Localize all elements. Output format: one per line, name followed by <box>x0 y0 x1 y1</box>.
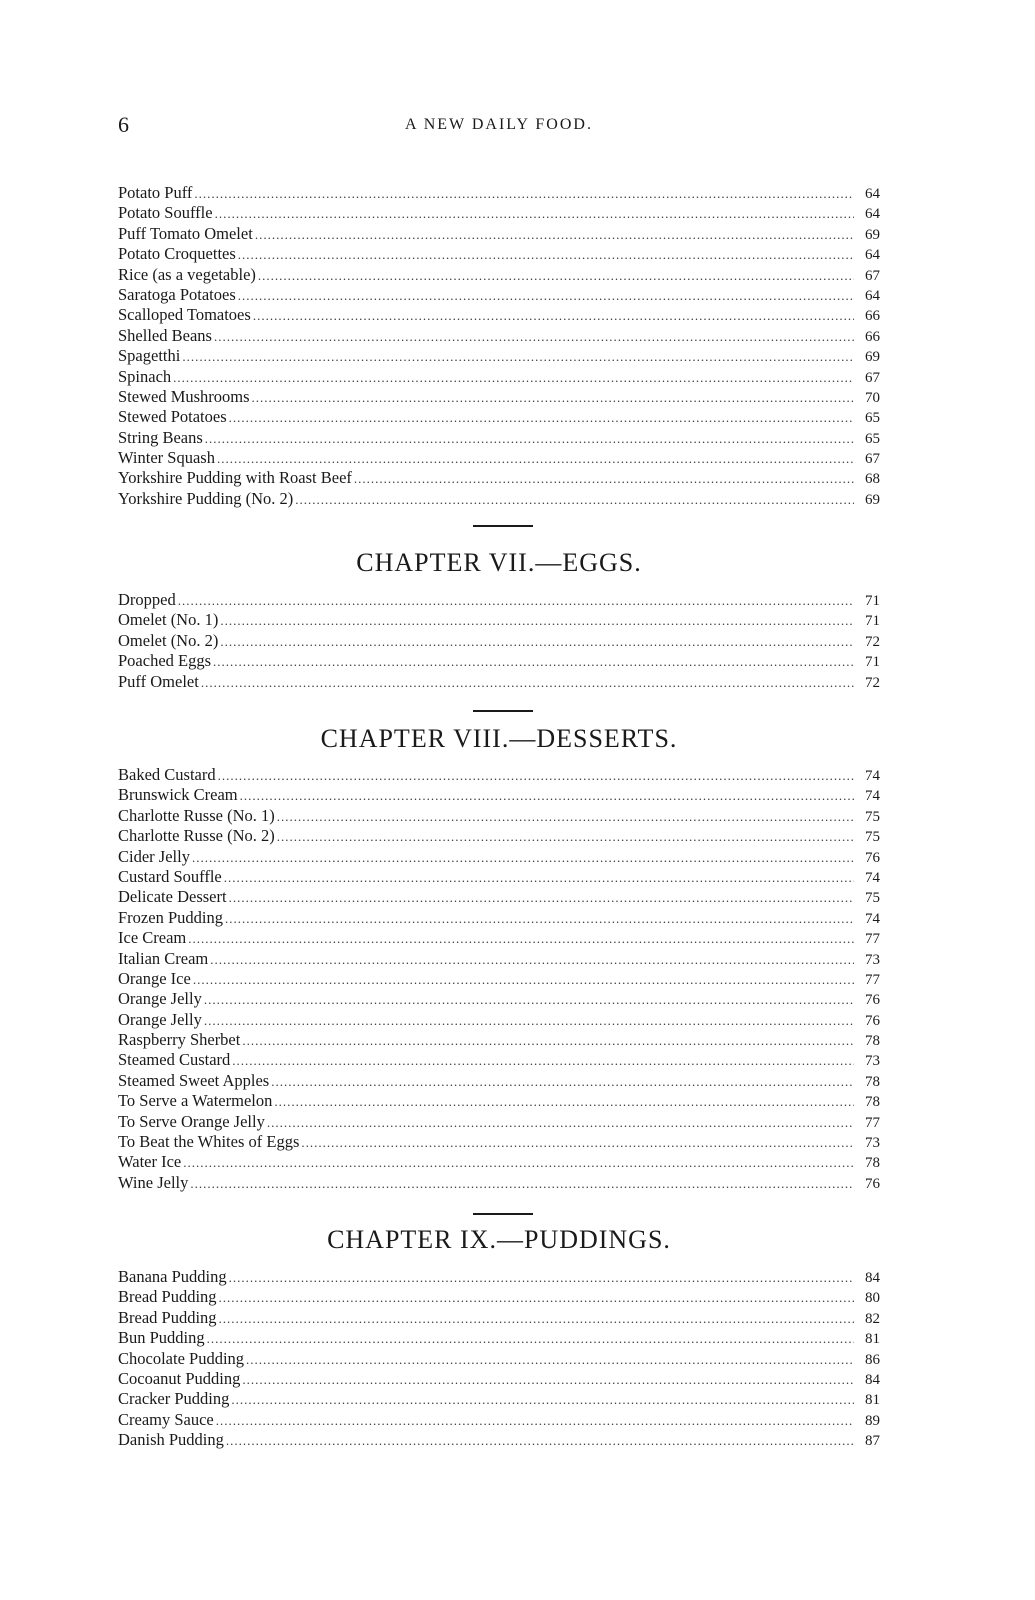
entry-title: Puff Omelet <box>118 671 199 691</box>
index-entry <box>118 1112 880 1132</box>
entry-page-number: 78 <box>865 1073 880 1090</box>
entry-title: Chocolate Pudding <box>118 1348 245 1368</box>
dot-leader <box>238 245 854 265</box>
index-entry <box>118 1050 880 1070</box>
entry-page-number: 67 <box>865 451 880 468</box>
entry-title: Charlotte Russe (No. 1) <box>118 805 275 825</box>
dot-leader <box>232 1051 854 1071</box>
index-entry <box>118 949 880 969</box>
entry-title: Yorkshire Pudding with Roast Beef <box>118 468 352 488</box>
index-entry <box>118 367 880 387</box>
index-entry <box>118 1410 880 1430</box>
dot-leader <box>258 266 854 286</box>
entry-title: Spagetthi <box>118 346 181 366</box>
entry-page-number: 64 <box>865 206 880 223</box>
index-entry <box>118 1091 880 1111</box>
index-entry <box>118 989 880 1009</box>
dot-leader <box>277 807 854 827</box>
entry-page-number: 66 <box>865 328 880 345</box>
index-entry <box>118 651 880 671</box>
index-entry <box>118 631 880 651</box>
entry-title: Creamy Sauce <box>118 1409 214 1429</box>
index-entry <box>118 867 880 887</box>
entry-page-number: 75 <box>865 890 880 907</box>
dot-leader <box>226 1431 854 1451</box>
entry-page-number: 84 <box>865 1270 880 1286</box>
dot-leader <box>267 1113 854 1133</box>
entry-title: Cocoanut Pudding <box>118 1368 241 1388</box>
entry-title: Custard Souffle <box>118 866 222 886</box>
entry-title: Steamed Custard <box>118 1050 231 1070</box>
page-number: 6 <box>118 112 129 137</box>
index-entry <box>118 765 880 785</box>
dot-leader <box>354 469 854 489</box>
entry-title: Stewed Mushrooms <box>118 386 250 406</box>
dot-leader <box>194 184 854 204</box>
dot-leader <box>252 388 854 408</box>
index-entry <box>118 1010 880 1030</box>
entry-title: Brunswick Cream <box>118 785 238 805</box>
index-entry <box>118 428 880 448</box>
entry-page-number: 80 <box>865 1290 880 1307</box>
entry-page-number: 72 <box>865 633 880 650</box>
entry-page-number: 87 <box>865 1433 880 1450</box>
dot-leader <box>217 449 854 469</box>
entry-page-number: 73 <box>865 1053 880 1070</box>
entry-title: Raspberry Sherbet <box>118 1030 241 1050</box>
index-entry <box>118 590 880 610</box>
entry-page-number: 81 <box>865 1331 880 1348</box>
index-entry <box>118 1369 880 1389</box>
dot-leader <box>219 1309 854 1329</box>
index-entry <box>118 1071 880 1091</box>
index-entry <box>118 1173 880 1193</box>
index-entry <box>118 672 880 692</box>
entry-page-number: 71 <box>865 654 880 671</box>
entry-title: Potato Souffle <box>118 203 213 223</box>
running-title: A NEW DAILY FOOD. <box>405 116 593 133</box>
entry-page-number: 78 <box>865 1094 880 1111</box>
entry-title: Winter Squash <box>118 448 215 468</box>
entry-title: Dropped <box>118 590 176 609</box>
dot-leader <box>204 1011 854 1031</box>
dot-leader <box>213 652 854 672</box>
index-entry <box>118 1430 880 1450</box>
entry-page-number: 64 <box>865 287 880 304</box>
entry-title: Omelet (No. 1) <box>118 610 219 630</box>
dot-leader <box>225 909 854 929</box>
page-header <box>118 112 880 142</box>
index-entry <box>118 448 880 468</box>
entry-page-number: 74 <box>865 788 880 805</box>
entry-page-number: 64 <box>865 186 880 202</box>
dot-leader <box>231 1390 854 1410</box>
section-divider <box>473 710 533 712</box>
entry-title: Wine Jelly <box>118 1172 189 1192</box>
index-entry <box>118 928 880 948</box>
entry-page-number: 70 <box>865 389 880 406</box>
index-entry <box>118 847 880 867</box>
entry-page-number: 74 <box>865 768 880 784</box>
entry-title: Yorkshire Pudding (No. 2) <box>118 488 294 508</box>
entry-title: String Beans <box>118 427 203 447</box>
chapter-heading-eggs: CHAPTER VII.—EGGS. <box>356 548 642 577</box>
entry-title: Potato Puff <box>118 183 193 202</box>
dot-leader <box>190 1174 854 1194</box>
entry-page-number: 78 <box>865 1155 880 1172</box>
entry-title: To Beat the Whites of Eggs <box>118 1132 300 1152</box>
dot-leader <box>204 990 854 1010</box>
dot-leader <box>207 1329 854 1349</box>
entry-title: To Serve a Watermelon <box>118 1091 273 1111</box>
index-entry <box>118 826 880 846</box>
entry-page-number: 65 <box>865 410 880 427</box>
dot-leader <box>277 827 854 847</box>
dot-leader <box>220 611 854 631</box>
chapter-heading-desserts: CHAPTER VIII.—DESSERTS. <box>320 724 678 753</box>
index-entry <box>118 887 880 907</box>
entry-page-number: 71 <box>865 613 880 630</box>
index-list-puddings <box>118 1267 880 1451</box>
entry-title: Danish Pudding <box>118 1430 224 1450</box>
dot-leader <box>182 347 854 367</box>
entry-title: To Serve Orange Jelly <box>118 1111 265 1131</box>
entry-title: Scalloped Tomatoes <box>118 305 251 325</box>
dot-leader <box>205 429 854 449</box>
index-entry <box>118 244 880 264</box>
index-entry <box>118 468 880 488</box>
entry-title: Stewed Potatoes <box>118 407 227 427</box>
index-entry <box>118 806 880 826</box>
dot-leader <box>178 591 854 611</box>
entry-page-number: 74 <box>865 910 880 927</box>
index-entry <box>118 610 880 630</box>
dot-leader <box>301 1133 854 1153</box>
index-entry <box>118 1308 880 1328</box>
index-entry <box>118 203 880 223</box>
dot-leader <box>229 1268 854 1288</box>
entry-page-number: 64 <box>865 247 880 264</box>
dot-leader <box>188 929 854 949</box>
entry-page-number: 67 <box>865 369 880 386</box>
entry-title: Rice (as a vegetable) <box>118 264 256 284</box>
dot-leader <box>274 1092 854 1112</box>
entry-title: Omelet (No. 2) <box>118 630 219 650</box>
entry-page-number: 76 <box>865 1175 880 1192</box>
entry-page-number: 73 <box>865 951 880 968</box>
entry-page-number: 73 <box>865 1135 880 1152</box>
index-list-eggs <box>118 590 880 692</box>
dot-leader <box>295 490 854 510</box>
entry-title: Orange Jelly <box>118 1009 202 1029</box>
entry-title: Italian Cream <box>118 948 209 968</box>
entry-page-number: 71 <box>865 593 880 609</box>
entry-title: Cracker Pudding <box>118 1389 230 1409</box>
entry-title: Banana Pudding <box>118 1267 227 1286</box>
dot-leader <box>219 1288 854 1308</box>
index-entry <box>118 1287 880 1307</box>
section-divider <box>473 1213 533 1215</box>
entry-page-number: 67 <box>865 267 880 284</box>
entry-page-number: 75 <box>865 829 880 846</box>
index-entry <box>118 265 880 285</box>
entry-page-number: 72 <box>865 674 880 691</box>
entry-page-number: 74 <box>865 869 880 886</box>
entry-title: Charlotte Russe (No. 2) <box>118 826 275 846</box>
entry-page-number: 89 <box>865 1412 880 1429</box>
entry-title: Shelled Beans <box>118 325 212 345</box>
dot-leader <box>214 327 854 347</box>
entry-title: Saratoga Potatoes <box>118 284 236 304</box>
entry-page-number: 66 <box>865 308 880 325</box>
entry-page-number: 76 <box>865 849 880 866</box>
dot-leader <box>224 868 854 888</box>
dot-leader <box>173 368 854 388</box>
entry-title: Poached Eggs <box>118 651 212 671</box>
index-entry <box>118 1349 880 1369</box>
dot-leader <box>246 1350 854 1370</box>
index-entry <box>118 285 880 305</box>
dot-leader <box>229 888 854 908</box>
entry-page-number: 69 <box>865 349 880 366</box>
index-entry <box>118 346 880 366</box>
index-entry <box>118 224 880 244</box>
dot-leader <box>210 950 854 970</box>
dot-leader <box>255 225 854 245</box>
entry-page-number: 81 <box>865 1392 880 1409</box>
index-entry <box>118 387 880 407</box>
entry-title: Bun Pudding <box>118 1328 205 1348</box>
entry-page-number: 65 <box>865 430 880 447</box>
entry-title: Delicate Dessert <box>118 887 227 907</box>
dot-leader <box>242 1031 854 1051</box>
entry-title: Orange Ice <box>118 968 191 988</box>
dot-leader <box>215 204 854 224</box>
entry-page-number: 77 <box>865 971 880 988</box>
dot-leader <box>220 632 854 652</box>
entry-title: Baked Custard <box>118 765 216 784</box>
entry-page-number: 69 <box>865 226 880 243</box>
index-entry <box>118 1389 880 1409</box>
index-list-vegetables-continued <box>118 183 880 509</box>
entry-page-number: 77 <box>865 1114 880 1131</box>
entry-title: Water Ice <box>118 1152 182 1172</box>
dot-leader <box>201 673 854 693</box>
entry-page-number: 69 <box>865 491 880 508</box>
dot-leader <box>183 1153 854 1173</box>
dot-leader <box>242 1370 854 1390</box>
entry-page-number: 86 <box>865 1351 880 1368</box>
index-entry <box>118 305 880 325</box>
dot-leader <box>192 848 854 868</box>
entry-page-number: 78 <box>865 1033 880 1050</box>
entry-title: Bread Pudding <box>118 1307 217 1327</box>
entry-title: Ice Cream <box>118 928 187 948</box>
entry-page-number: 84 <box>865 1371 880 1388</box>
index-entry <box>118 183 880 203</box>
entry-title: Potato Croquettes <box>118 244 236 264</box>
chapter-heading-puddings: CHAPTER IX.—PUDDINGS. <box>327 1225 671 1254</box>
entry-page-number: 75 <box>865 808 880 825</box>
dot-leader <box>240 786 854 806</box>
index-entry <box>118 1152 880 1172</box>
entry-page-number: 82 <box>865 1310 880 1327</box>
entry-page-number: 76 <box>865 992 880 1009</box>
entry-title: Steamed Sweet Apples <box>118 1070 270 1090</box>
entry-page-number: 68 <box>865 471 880 488</box>
entry-title: Spinach <box>118 366 172 386</box>
dot-leader <box>238 286 854 306</box>
dot-leader <box>193 970 854 990</box>
index-entry <box>118 1132 880 1152</box>
index-entry <box>118 1030 880 1050</box>
dot-leader <box>218 766 854 786</box>
entry-title: Puff Tomato Omelet <box>118 223 253 243</box>
entry-page-number: 76 <box>865 1012 880 1029</box>
dot-leader <box>253 306 854 326</box>
index-entry <box>118 969 880 989</box>
index-entry <box>118 908 880 928</box>
entry-title: Frozen Pudding <box>118 907 223 927</box>
index-list-desserts <box>118 765 880 1193</box>
dot-leader <box>216 1411 854 1431</box>
entry-page-number: 77 <box>865 931 880 948</box>
index-entry <box>118 326 880 346</box>
section-divider <box>473 525 533 527</box>
entry-title: Orange Jelly <box>118 989 202 1009</box>
index-entry <box>118 407 880 427</box>
entry-title: Bread Pudding <box>118 1287 217 1307</box>
entry-title: Cider Jelly <box>118 846 190 866</box>
index-entry <box>118 785 880 805</box>
dot-leader <box>271 1072 854 1092</box>
index-entry <box>118 1267 880 1287</box>
dot-leader <box>229 408 854 428</box>
index-entry <box>118 1328 880 1348</box>
index-entry <box>118 489 880 509</box>
